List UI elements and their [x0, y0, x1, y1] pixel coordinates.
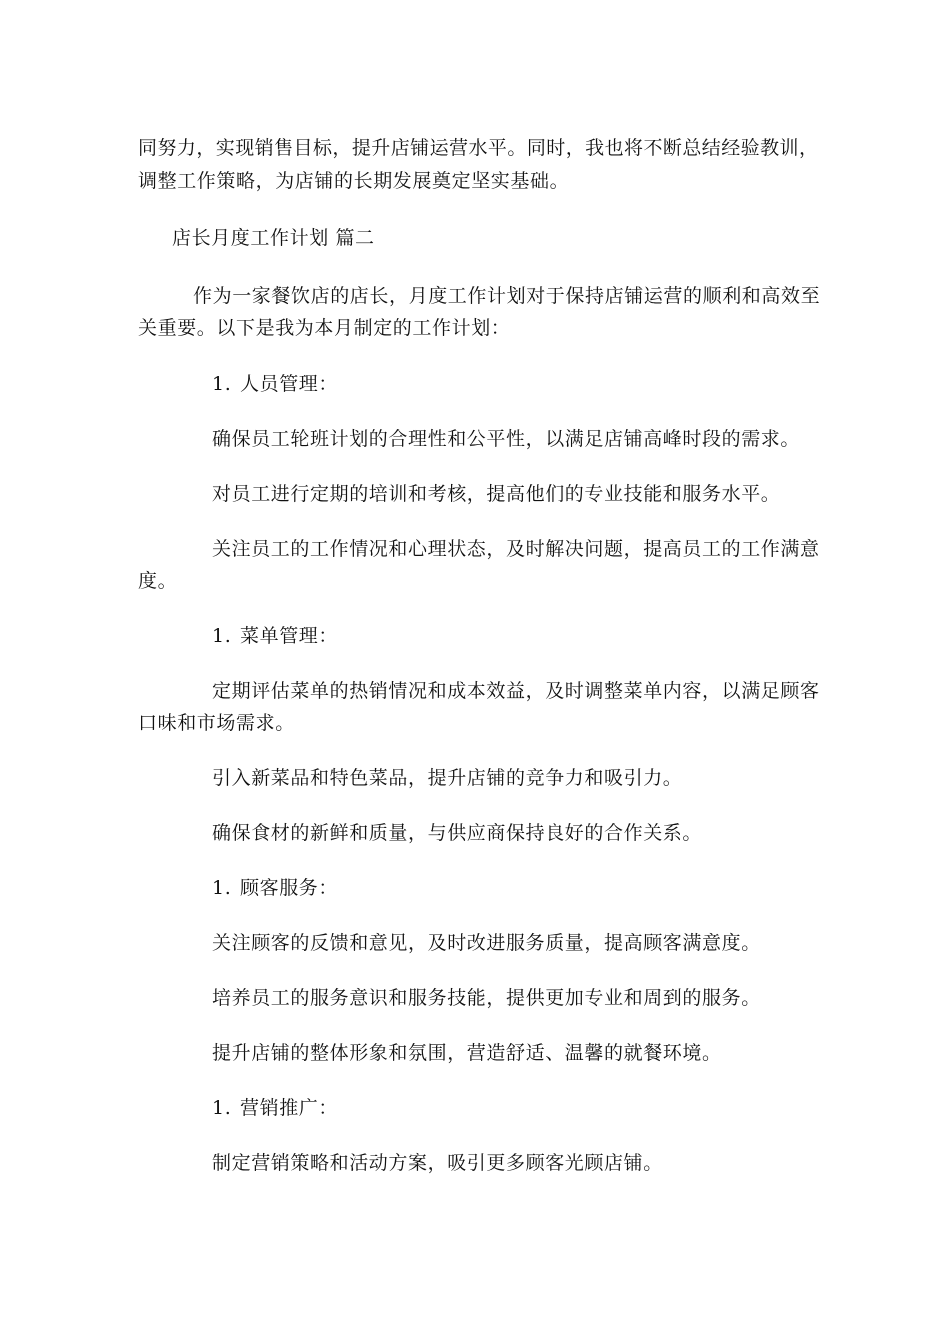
section-heading-service: [212, 876, 338, 900]
heading-text: 菜单管理：: [240, 625, 339, 647]
list-number: 1.: [212, 373, 232, 395]
list-item-continuation: 口味和市场需求。: [138, 712, 295, 734]
intro-line-1: 同努力，实现销售目标，提升店铺运营水平。同时，我也将不断总结经验教训，: [138, 137, 818, 159]
intro-line-2: 调整工作策略，为店铺的长期发展奠定坚实基础。: [138, 170, 570, 192]
list-item: 关注员工的工作情况和心理状态，及时解决问题，提高员工的工作满意: [212, 538, 820, 560]
list-number: 1.: [212, 877, 232, 899]
list-number: 1.: [212, 625, 232, 647]
list-item: 提升店铺的整体形象和氛围，营造舒适、温馨的就餐环境。: [212, 1042, 722, 1064]
opening-line-2: 关重要。以下是我为本月制定的工作计划：: [138, 317, 511, 339]
list-number: 1.: [212, 1097, 232, 1119]
list-item: 确保员工轮班计划的合理性和公平性，以满足店铺高峰时段的需求。: [212, 428, 801, 450]
section-heading-staff: [212, 372, 338, 396]
heading-text: 人员管理：: [240, 373, 339, 395]
section-heading-menu: [212, 624, 338, 648]
list-item: 关注顾客的反馈和意见，及时改进服务质量，提高顾客满意度。: [212, 932, 761, 954]
section-heading-marketing: [212, 1096, 338, 1120]
heading-text: 顾客服务：: [240, 877, 339, 899]
list-item: 培养员工的服务意识和服务技能，提供更加专业和周到的服务。: [212, 987, 761, 1009]
list-item: 制定营销策略和活动方案，吸引更多顾客光顾店铺。: [212, 1152, 663, 1174]
list-item: 对员工进行定期的培训和考核，提高他们的专业技能和服务水平。: [212, 483, 781, 505]
list-item-continuation: 度。: [138, 570, 178, 592]
opening-line-1: 作为一家餐饮店的店长，月度工作计划对于保持店铺运营的顺利和高效至: [193, 285, 821, 307]
list-item: 定期评估菜单的热销情况和成本效益，及时调整菜单内容，以满足顾客: [212, 680, 820, 702]
list-item: 确保食材的新鲜和质量，与供应商保持良好的合作关系。: [212, 822, 703, 844]
section-title: 店长月度工作计划 篇二: [172, 227, 375, 249]
heading-text: 营销推广：: [240, 1097, 339, 1119]
list-item: 引入新菜品和特色菜品，提升店铺的竞争力和吸引力。: [212, 767, 683, 789]
